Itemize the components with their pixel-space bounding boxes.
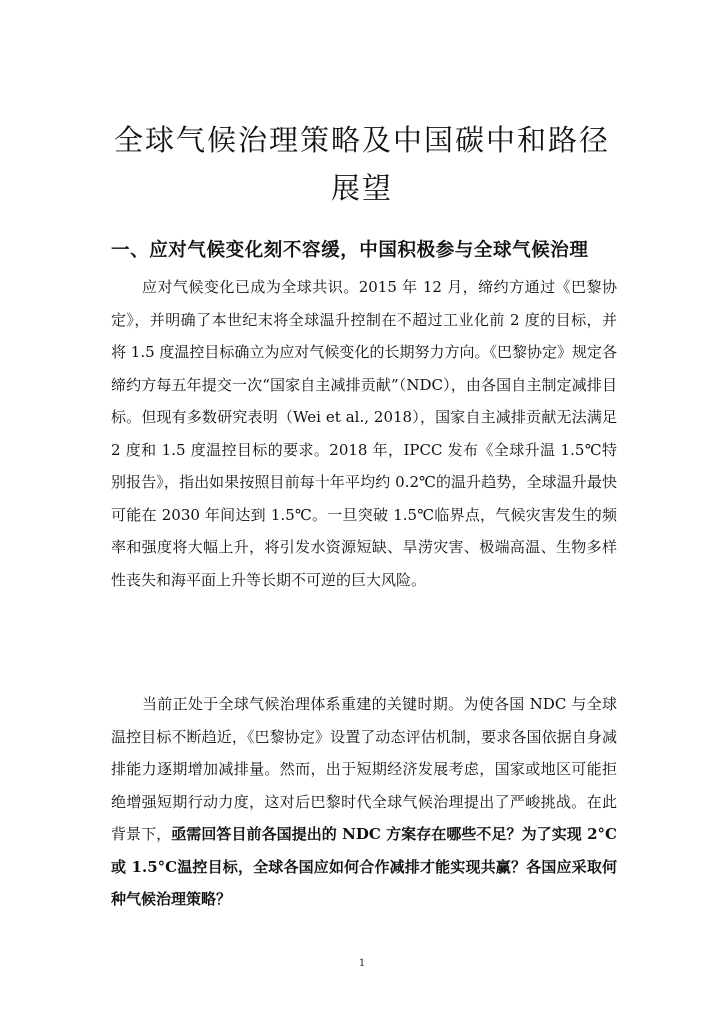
page-number: 1 bbox=[358, 958, 366, 969]
document-title-line-2: 展望 bbox=[330, 171, 393, 205]
paragraph-2-text: 当前正处于全球气候治理体系重建的关键时期。为使各国 NDC 与全球温控目标不断趋近，《巴黎协定》设置了动态评估机制，要求各国依据自身减排能力逐期增加减排量。然而，出于短期经济发展考虑，国家或地区可能拒绝增强短期行动力度，这对后巴黎时代全球气候治理提出了严峻挑战。在此背景下， bbox=[111, 695, 617, 843]
section-heading: 一、应对气候变化刻不容缓，中国积极参与全球气候治理 bbox=[111, 240, 589, 261]
paragraph-2 bbox=[111, 688, 617, 958]
document-title-line-1: 全球气候治理策略及中国碳中和路径 bbox=[113, 123, 610, 157]
paragraph-1: 应对气候变化已成为全球共识。2015 年 12 月，缔约方通过《巴黎协定》，并明确了本世纪末将全球温升控制在不超过工业化前 2 度的目标，并将 1.5 度温控目标确立为应对气候变化的长期努力方向。《巴黎协定》规定各缔约方每五年提交一次“国家自主减排贡献”（NDC），由各国自主制定减排目标。但现有多数研究表明（Wei et al., 2018），国家自主减排贡献无法满足 2 度和 1.5 度温控目标的要求。2018 年，IPCC 发布《全球升温 1.5℃特别报告》，指出如果按照目前每十年平均约 0.2℃的温升趋势，全球温升最快可能在 2030 年间达到 1.5℃。一旦突破 1.5℃临界点，气候灾害发生的频率和强度将大幅上升，将引发水资源短缺、旱涝灾害、极端高温、生物多样性丧失和海平面上升等长期不可逆的巨大风险。 bbox=[111, 278, 617, 589]
paragraph-2-bold-text: 亟需回答目前各国提出的 NDC 方案存在哪些不足？为了实现 2°C 或 1.5°C温控目标，全球各国应如何合作减排才能实现共赢？各国应采取何种气候治理策略？ bbox=[111, 825, 617, 908]
